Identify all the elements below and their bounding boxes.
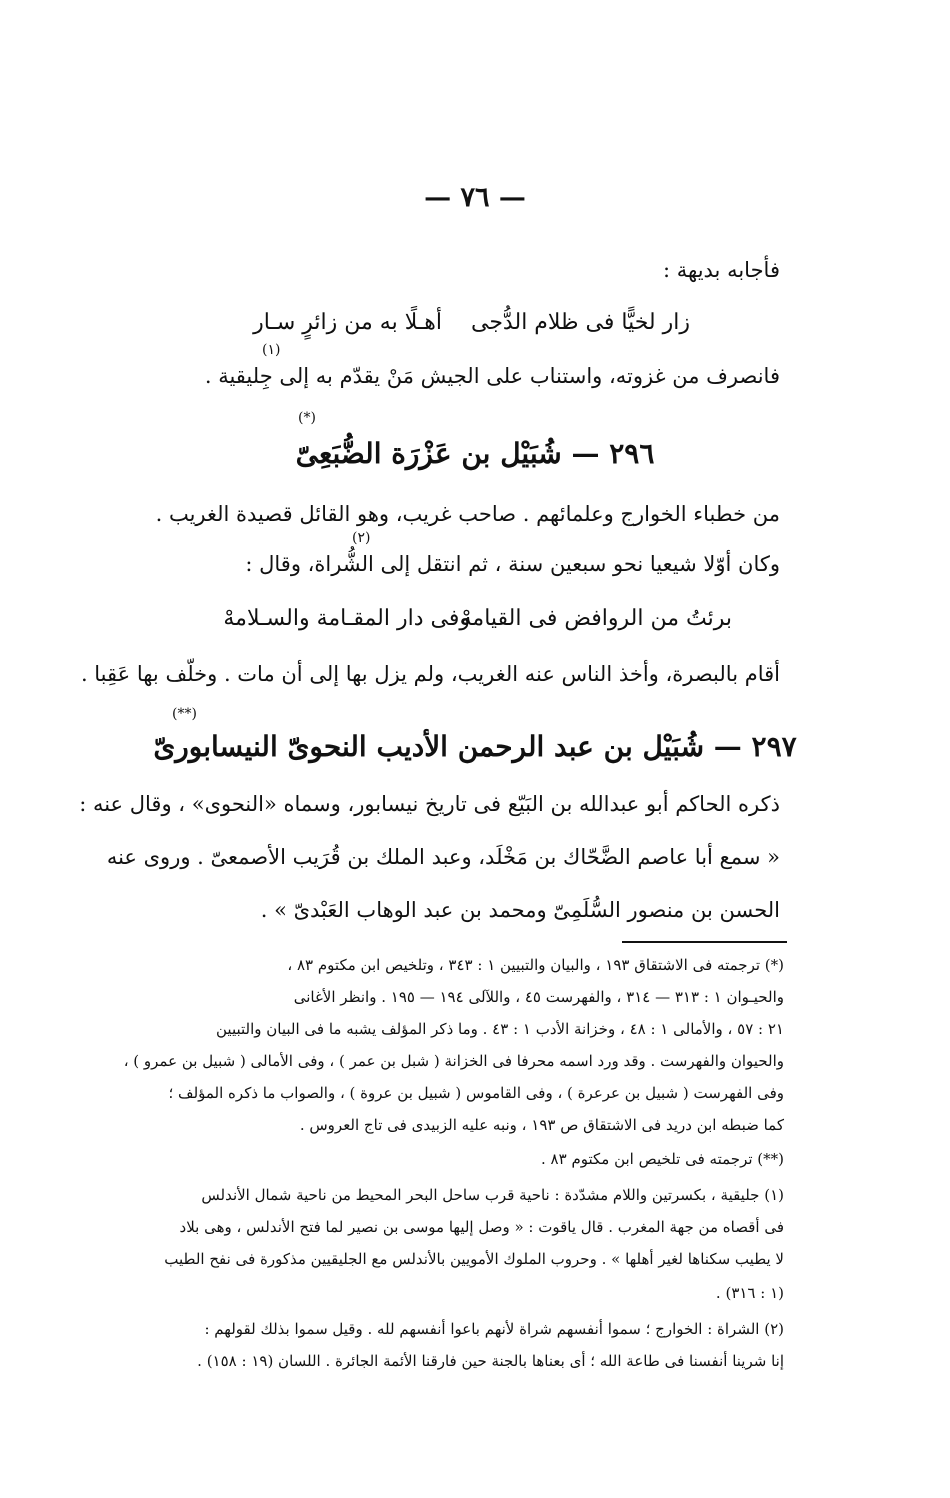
body-line: « سمع أبا عاصم الضَّحّاك بن مَخْلَد، وعبد الملك بن قُرَيب الأصمعىّ . وروى عنه <box>106 845 780 869</box>
footnote-ref-2: (٢) <box>352 530 371 546</box>
footnote-line: ٢١ : ٥٧ ، والأمالى ١ : ٤٨ ، وخزانة الأدب ١ : ٤٣ . وما ذكر المؤلف يشبه ما فى البيان والتبيين <box>216 1020 784 1038</box>
footnote-line: (**) ترجمته فى تلخيص ابن مكتوم ٨٣ . <box>541 1150 784 1168</box>
footnote-line: إنا شرينا أنفسنا فى طاعة الله ؛ أى بعناها بالجنة حين فارقنا الأئمة الجائرة . اللسان (١٩ : ١٥٨) . <box>197 1352 784 1370</box>
body-line: فانصرف من غزوته، واستناب على الجيش مَنْ يقدّم به إلى جِليقية . <box>204 364 780 388</box>
verse2-second-hemistich: وفى دار المقـامة والسـلامهْ <box>223 606 470 631</box>
body-line: الحسن بن منصور السُّلَمِىّ ومحمد بن عبد الوهاب العَبْدىّ » . <box>260 898 780 922</box>
footnote-separator <box>622 941 787 943</box>
footnote-line: والحيـوان ١ : ٣١٣ — ٣١٤ ، والفهرست ٤٥ ، واللآلى ١٩٤ — ١٩٥ . وانظر الأغانى <box>293 988 784 1006</box>
heading2-footnote-mark: (**) <box>172 706 197 722</box>
entry-heading-297: ٢٩٧ — شُبَيْل بن عبد الرحمن الأديب النحوىّ النيسابورىّ <box>153 730 797 763</box>
footnote-line: (١) جليقية ، بكسرتين واللام مشدّدة : ناحية قرب ساحل البحر المحيط من ناحية شمال الأندلس <box>201 1186 784 1204</box>
footnote-line: والحيوان والفهرست . وقد ورد اسمه محرفا فى الخزانة ( شبل بن عمر ) ، وفى الأمالى ( شبيل بن عمرو ) ، <box>123 1052 784 1070</box>
footnote-line: (*) ترجمته فى الاشتقاق ١٩٣ ، والبيان والتبيين ١ : ٣٤٣ ، وتلخيص ابن مكتوم ٨٣ ، <box>287 956 784 974</box>
verse2-first-hemistich: برئتُ من الروافض فى القيامهْ <box>460 606 732 631</box>
footnote-line: وفى الفهرست ( شبيل بن عرعرة ) ، وفى القاموس ( شبيل بن عروة ) ، والصواب ما ذكره المؤلف ؛ <box>168 1084 784 1102</box>
footnote-line: فى أقصاه من جهة المغرب . قال ياقوت : « وصل إليها موسى بن نصير لما فتح الأندلس ، وهى بلاد <box>179 1218 784 1236</box>
footnote-line: (١ : ٣١٦) . <box>715 1284 784 1302</box>
footnote-ref-1: (١) <box>262 342 281 358</box>
verse1-second-hemistich: أهـلًا به من زائرٍ سـار <box>253 310 442 335</box>
verse1-first-hemistich: زار لخيًّا فى ظلام الدُّجى <box>471 310 690 335</box>
intro-line: فأجابه بديهة : <box>663 258 780 282</box>
heading1-footnote-mark: (*) <box>298 410 316 426</box>
body-line: من خطباء الخوارج وعلمائهم . صاحب غريب، وهو القائل قصيدة الغريب . <box>155 502 780 526</box>
footnote-line: كما ضبطه ابن دريد فى الاشتقاق ص ١٩٣ ، ونبه عليه الزبيدى فى تاج العروس . <box>299 1116 784 1134</box>
footnote-line: لا يطيب سكناها لغير أهلها » . وحروب الملوك الأمويين بالأندلس مع الجليقيين مذكورة فى نفح الطيب <box>164 1250 784 1268</box>
body-line: أقام بالبصرة، وأخذ الناس عنه الغريب، ولم يزل بها إلى أن مات . وخلّف بها عَقِبا . <box>80 662 780 686</box>
footnote-line: (٢) الشراة : الخوارج ؛ سموا أنفسهم شراة لأنهم باعوا أنفسهم لله . وقيل سموا بذلك لقولهم : <box>204 1320 784 1338</box>
body-line: وكان أوّلا شيعيا نحو سبعين سنة ، ثم انتقل إلى الشُّراة، وقال : <box>245 552 780 576</box>
page-number: — ٧٦ — <box>424 182 526 213</box>
entry-heading-296: ٢٩٦ — شُبَيْل بن عَزْرَة الضُّبَعِىّ <box>295 437 655 470</box>
body-line: ذكره الحاكم أبو عبدالله بن البَيّع فى تاريخ نيسابور، وسماه «النحوى» ، وقال عنه : <box>79 792 780 816</box>
